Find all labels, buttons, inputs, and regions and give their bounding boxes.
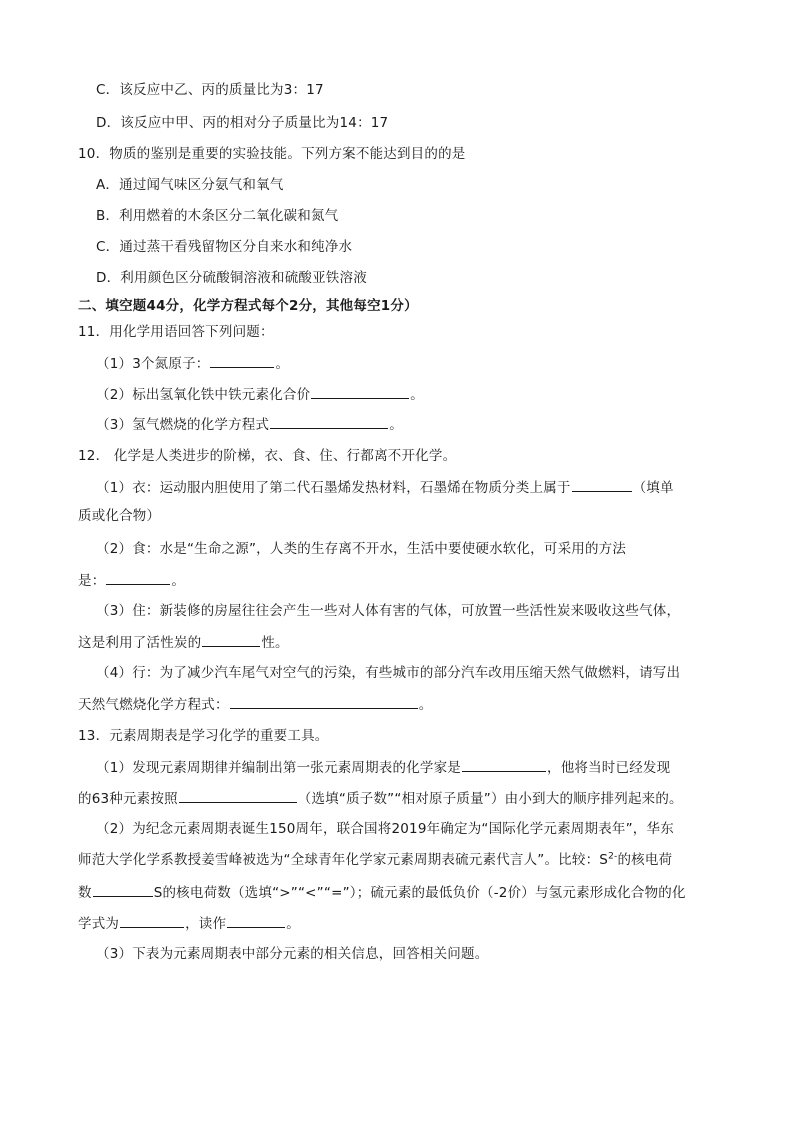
q11-part-3-text: （3）氢气燃烧的化学方程式 bbox=[96, 417, 270, 433]
q13-part-1-blank-a[interactable] bbox=[462, 757, 546, 772]
q13-part-1a-text: （1）发现元素周期律并编制出第一张元素周期表的化学家是 bbox=[96, 760, 461, 776]
q11-part-3-end: 。 bbox=[389, 417, 403, 433]
q13-part-1b-text: 的63种元素按照 bbox=[78, 791, 178, 807]
q11-part-1-text: （1）3个氮原子： bbox=[96, 356, 210, 372]
section-2-title: 二、填空题44分，化学方程式每个2分，其他每空1分） bbox=[78, 298, 418, 314]
q13-part-1a-end: ，他将当时已经发现 bbox=[547, 760, 671, 776]
q11-part-2 bbox=[96, 384, 424, 405]
q11-part-2-text: （2）标出氢氧化铁中铁元素化合价 bbox=[96, 387, 311, 403]
q13-part-3: （3）下表为元素周期表中部分元素的相关信息，回答相关问题。 bbox=[96, 946, 489, 962]
q12-part-1a-end: （填单 bbox=[632, 480, 674, 496]
q13-part-2d bbox=[78, 913, 300, 934]
q12-part-2-blank[interactable] bbox=[106, 570, 170, 585]
q12-part-1a-text: （1）衣：运动服内胆使用了第二代石墨烯发热材料，石墨烯在物质分类上属于 bbox=[96, 480, 571, 496]
q11-part-3 bbox=[96, 414, 403, 435]
q12-part-1a bbox=[96, 477, 674, 498]
q13-part-2-blank-a[interactable] bbox=[93, 882, 153, 897]
q12-part-4b-text: 天然气燃烧化学方程式： bbox=[78, 697, 229, 713]
q12-part-3b bbox=[78, 632, 289, 653]
q12-part-3b-text: 这是利用了活性炭的 bbox=[78, 635, 202, 651]
q10-option-d: D．利用颜色区分硫酸铜溶液和硫酸亚铁溶液 bbox=[96, 270, 367, 286]
q10-stem: 10．物质的鉴别是重要的实验技能。下列方案不能达到目的的是 bbox=[78, 146, 466, 162]
q12-part-2a: （2）食：水是“生命之源”，人类的生存离不开水，生活中要使硬水软化，可采用的方法 bbox=[96, 541, 627, 557]
q13-part-2c-text: S的核电荷数（选填“>”“<”“=”）；硫元素的最低负价（-2价）与氢元素形成化合物的化 bbox=[153, 885, 686, 901]
q10-option-c: C．通过蒸干看残留物区分自来水和纯净水 bbox=[96, 239, 353, 255]
q12-part-3b-end: 性。 bbox=[261, 635, 289, 651]
q12-part-3a: （3）住：新装修的房屋往往会产生一些对人体有害的气体，可放置一些活性炭来吸收这些气体， bbox=[96, 603, 681, 619]
q10-option-b: B．利用燃着的木条区分二氧化碳和氮气 bbox=[96, 208, 339, 224]
q13-part-2c bbox=[78, 882, 686, 903]
q13-part-2-blank-c[interactable] bbox=[227, 913, 285, 928]
q12-part-2b-end: 。 bbox=[171, 573, 186, 589]
q13-part-1-blank-b[interactable] bbox=[179, 788, 297, 803]
q12-part-4b-end: 。 bbox=[418, 697, 433, 713]
q11-stem: 11．用化学用语回答下列问题： bbox=[78, 324, 274, 340]
q13-part-1a bbox=[96, 757, 670, 778]
q12-part-2b bbox=[78, 570, 185, 591]
q11-part-3-blank[interactable] bbox=[270, 414, 388, 429]
q12-stem: 12． 化学是人类进步的阶梯，衣、食、住、行都离不开化学。 bbox=[78, 448, 457, 464]
q12-part-4a: （4）行：为了减少汽车尾气对空气的污染，有些城市的部分汽车改用压缩天然气做燃料，请写出 bbox=[96, 665, 681, 681]
q13-ion-charge: 2- bbox=[608, 851, 618, 862]
q12-part-4b bbox=[78, 694, 432, 715]
q11-part-1-blank[interactable] bbox=[210, 353, 274, 368]
q13-part-2b-text: 师范大学化学系教授姜雪峰被选为“全球青年化学家元素周期表硫元素代言人”。比较：S bbox=[78, 852, 609, 868]
q13-part-2b bbox=[78, 850, 672, 870]
q13-part-2b-end: 的核电荷 bbox=[617, 852, 673, 868]
q11-part-2-end: 。 bbox=[410, 387, 424, 403]
q11-part-1 bbox=[96, 353, 289, 374]
q13-part-1b bbox=[78, 788, 683, 809]
q9-option-c: C．该反应中乙、丙的质量比为3：17 bbox=[96, 82, 324, 98]
q13-part-2a: （2）为纪念元素周期表诞生150周年，联合国将2019年确定为“国际化学元素周期表年”，华东 bbox=[96, 821, 674, 837]
q9-option-d: D．该反应中甲、丙的相对分子质量比为14：17 bbox=[96, 115, 389, 131]
q13-part-1b-end: （选填“质子数”“相对原子质量”）由小到大的顺序排列起来的。 bbox=[297, 791, 683, 807]
q12-part-1b: 质或化合物） bbox=[78, 508, 161, 524]
q13-part-2-blank-b[interactable] bbox=[120, 913, 184, 928]
q12-part-3-blank[interactable] bbox=[202, 632, 260, 647]
q12-part-4-blank[interactable] bbox=[230, 694, 418, 709]
q12-part-2b-text: 是： bbox=[78, 573, 106, 589]
q11-part-1-end: 。 bbox=[275, 356, 290, 372]
q13-part-2d-start: 学式为 bbox=[78, 916, 120, 932]
q10-option-a: A．通过闻气味区分氨气和氧气 bbox=[96, 177, 284, 193]
q13-part-2c-start: 数 bbox=[78, 885, 92, 901]
q12-part-1-blank[interactable] bbox=[572, 477, 632, 492]
q13-part-2d-mid: ，读作 bbox=[185, 916, 227, 932]
q13-stem: 13．元素周期表是学习化学的重要工具。 bbox=[78, 728, 329, 744]
q11-part-2-blank[interactable] bbox=[311, 384, 409, 399]
q13-part-2d-end: 。 bbox=[286, 916, 300, 932]
